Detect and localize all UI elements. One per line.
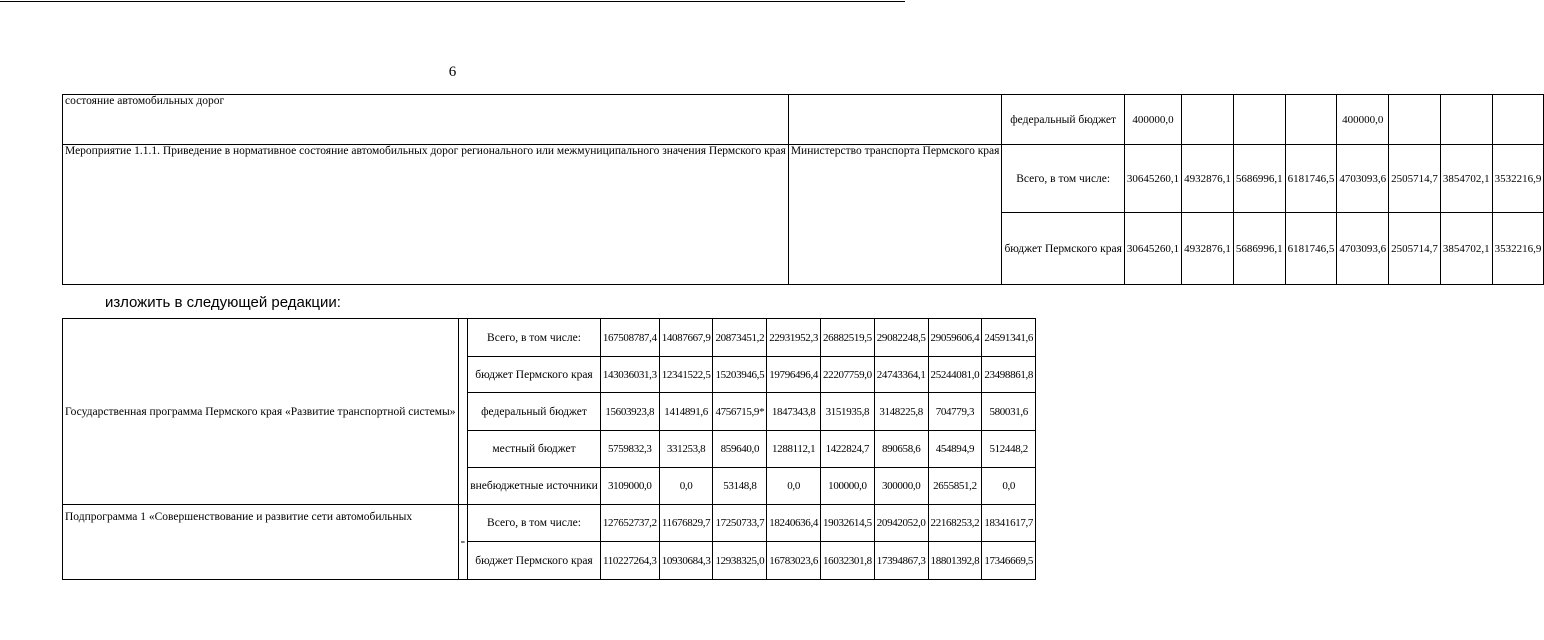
value-cell: 20873451,2 [713, 319, 767, 357]
value-cell: 2655851,2 [928, 468, 982, 505]
program-name-cell: Мероприятие 1.1.1. Приведение в нормативное состояние автомобильных дорог регионального или межмуниципального значения Пермского края [63, 145, 789, 285]
value-cell: 16032301,8 [821, 542, 875, 580]
value-cell: 167508787,4 [600, 319, 659, 357]
value-cell: 400000,0 [1124, 95, 1181, 145]
amendment-instruction: изложить в следующей редакции: [105, 294, 341, 311]
value-cell: 0,0 [659, 468, 713, 505]
value-cell: 4932876,1 [1182, 145, 1234, 213]
value-cell [1389, 95, 1441, 145]
value-cell: 24743364,1 [874, 357, 928, 393]
page-number: 6 [448, 64, 457, 80]
value-cell: 29082248,5 [874, 319, 928, 357]
value-cell: 143036031,3 [600, 357, 659, 393]
funding-source-cell: внебюджетные источники [468, 468, 601, 505]
responsible-cell [788, 95, 1002, 145]
value-cell [1285, 95, 1337, 145]
value-cell: 22931952,3 [767, 319, 821, 357]
value-cell: 24591341,6 [982, 319, 1036, 357]
funding-source-cell: местный бюджет [468, 431, 601, 468]
value-cell: 512448,2 [982, 431, 1036, 468]
funding-source-cell: федеральный бюджет [468, 393, 601, 431]
value-cell: 10930684,3 [659, 542, 713, 580]
value-cell: 18341617,7 [982, 505, 1036, 542]
page-top-border [0, 1, 905, 2]
value-cell: 25244081,0 [928, 357, 982, 393]
value-cell: 1422824,7 [821, 431, 875, 468]
value-cell: 30645260,1 [1124, 145, 1181, 213]
value-cell: 17394867,3 [874, 542, 928, 580]
value-cell: 0,0 [767, 468, 821, 505]
value-cell: 5686996,1 [1233, 145, 1285, 213]
value-cell: 890658,6 [874, 431, 928, 468]
value-cell: 23498861,8 [982, 357, 1036, 393]
value-cell: 4703093,6 [1337, 145, 1389, 213]
value-cell: 580031,6 [982, 393, 1036, 431]
value-cell: 29059606,4 [928, 319, 982, 357]
value-cell: 3532216,9 [1492, 213, 1544, 285]
value-cell: 2505714,7 [1389, 213, 1441, 285]
value-cell: 1288112,1 [767, 431, 821, 468]
value-cell: 4756715,9* [713, 393, 767, 431]
value-cell: 30645260,1 [1124, 213, 1181, 285]
value-cell: 100000,0 [821, 468, 875, 505]
value-cell: 859640,0 [713, 431, 767, 468]
value-cell: 3148225,8 [874, 393, 928, 431]
value-cell: 18801392,8 [928, 542, 982, 580]
value-cell: 22168253,2 [928, 505, 982, 542]
value-cell: 400000,0 [1337, 95, 1389, 145]
value-cell: 3532216,9 [1492, 145, 1544, 213]
value-cell: 1414891,6 [659, 393, 713, 431]
value-cell: 15203946,5 [713, 357, 767, 393]
value-cell: 17346669,5 [982, 542, 1036, 580]
value-cell: 1847343,8 [767, 393, 821, 431]
table-row [63, 95, 1544, 145]
program-name-cell: состояние автомобильных дорог [63, 95, 789, 145]
budget-table-previous [62, 94, 1544, 285]
value-cell: 704779,3 [928, 393, 982, 431]
funding-source-cell: бюджет Пермского края [1002, 213, 1124, 285]
funding-source-cell: Всего, в том числе: [468, 505, 601, 542]
value-cell: 19032614,5 [821, 505, 875, 542]
value-cell [1440, 95, 1492, 145]
funding-source-cell: Всего, в том числе: [1002, 145, 1124, 213]
value-cell: 18240636,4 [767, 505, 821, 542]
responsible-cell: - [458, 505, 468, 580]
value-cell: 4703093,6 [1337, 213, 1389, 285]
responsible-cell: Министерство транспорта Пермского края [788, 145, 1002, 285]
value-cell: 454894,9 [928, 431, 982, 468]
value-cell: 53148,8 [713, 468, 767, 505]
value-cell: 16783023,6 [767, 542, 821, 580]
value-cell: 3151935,8 [821, 393, 875, 431]
value-cell: 20942052,0 [874, 505, 928, 542]
value-cell [1492, 95, 1544, 145]
value-cell: 6181746,5 [1285, 145, 1337, 213]
value-cell: 19796496,4 [767, 357, 821, 393]
funding-source-cell: бюджет Пермского края [468, 357, 601, 393]
value-cell: 15603923,8 [600, 393, 659, 431]
value-cell: 300000,0 [874, 468, 928, 505]
value-cell: 5759832,3 [600, 431, 659, 468]
funding-source-cell: федеральный бюджет [1002, 95, 1124, 145]
value-cell: 12341522,5 [659, 357, 713, 393]
value-cell [1182, 95, 1234, 145]
budget-table-new [62, 318, 1036, 580]
program-name-cell: Подпрограмма 1 «Совершенствование и развитие сети автомобильных [63, 505, 459, 580]
value-cell: 2505714,7 [1389, 145, 1441, 213]
value-cell: 3854702,1 [1440, 145, 1492, 213]
value-cell: 4932876,1 [1182, 213, 1234, 285]
value-cell: 6181746,5 [1285, 213, 1337, 285]
funding-source-cell: бюджет Пермского края [468, 542, 601, 580]
value-cell: 331253,8 [659, 431, 713, 468]
table-row [63, 505, 1036, 542]
program-name-cell: Государственная программа Пермского края «Развитие транспортной системы» [63, 319, 459, 505]
value-cell: 127652737,2 [600, 505, 659, 542]
value-cell: 0,0 [982, 468, 1036, 505]
table-row [63, 319, 1036, 357]
value-cell: 26882519,5 [821, 319, 875, 357]
value-cell: 110227264,3 [600, 542, 659, 580]
responsible-cell [458, 319, 468, 505]
funding-source-cell: Всего, в том числе: [468, 319, 601, 357]
value-cell: 3109000,0 [600, 468, 659, 505]
value-cell: 11676829,7 [659, 505, 713, 542]
value-cell: 3854702,1 [1440, 213, 1492, 285]
value-cell: 22207759,0 [821, 357, 875, 393]
table-row [63, 145, 1544, 213]
value-cell: 12938325,0 [713, 542, 767, 580]
value-cell: 14087667,9 [659, 319, 713, 357]
value-cell: 17250733,7 [713, 505, 767, 542]
value-cell [1233, 95, 1285, 145]
value-cell: 5686996,1 [1233, 213, 1285, 285]
